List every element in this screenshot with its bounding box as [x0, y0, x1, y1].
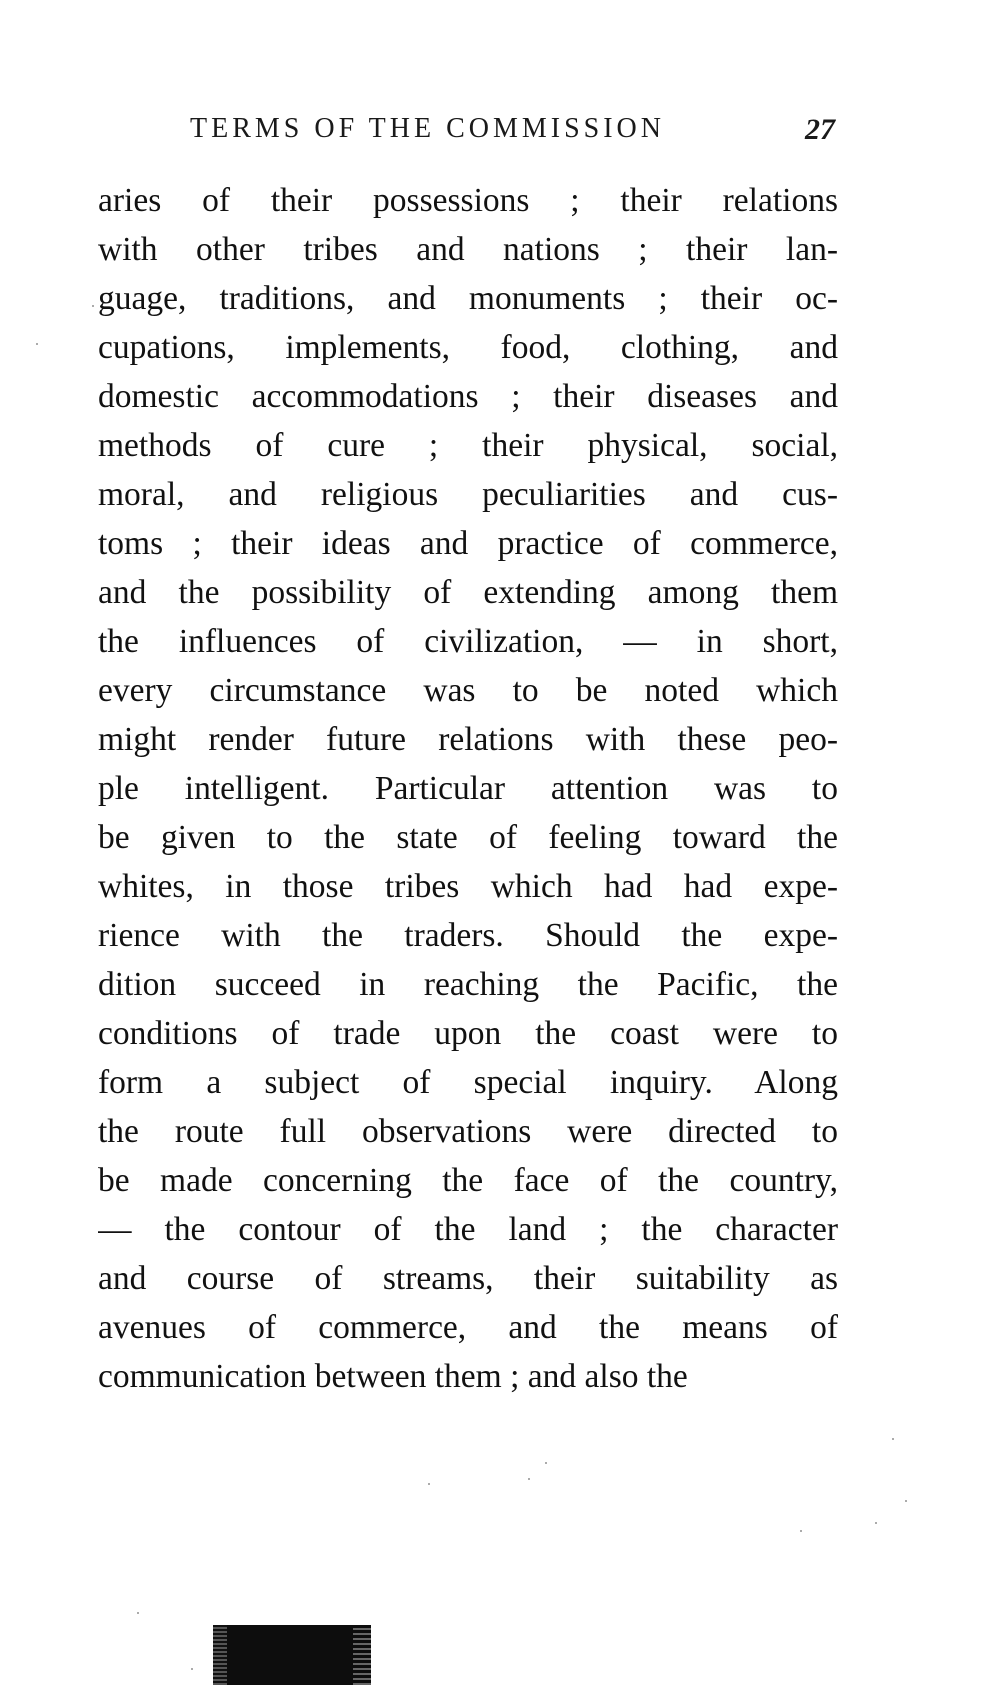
text-line: whites, in those tribes which had had expe- — [98, 868, 838, 905]
running-head: TERMS OF THE COMMISSION — [190, 113, 665, 144]
text-line: guage, traditions, and monuments ; their oc- — [98, 280, 838, 317]
text-line: cupations, implements, food, clothing, and — [98, 329, 838, 366]
text-line: with other tribes and nations ; their lan- — [98, 231, 838, 268]
text-line: aries of their possessions ; their relations — [98, 182, 838, 219]
scan-speck — [528, 1478, 530, 1480]
scan-shadow-block — [213, 1625, 371, 1685]
text-line: conditions of trade upon the coast were to — [98, 1015, 838, 1052]
text-line: the route full observations were directed to — [98, 1113, 838, 1150]
text-line: and course of streams, their suitability as — [98, 1260, 838, 1297]
text-line: moral, and religious peculiarities and cus- — [98, 476, 838, 513]
text-line: toms ; their ideas and practice of commerce, — [98, 525, 838, 562]
text-line: rience with the traders. Should the expe- — [98, 917, 838, 954]
scan-speck — [800, 1530, 802, 1532]
scan-speck — [428, 1483, 430, 1485]
text-line: ple intelligent. Particular attention was to — [98, 770, 838, 807]
scan-speck — [875, 1522, 877, 1524]
text-line: might render future relations with these peo- — [98, 721, 838, 758]
text-line: be made concerning the face of the country, — [98, 1162, 838, 1199]
body-text — [98, 176, 838, 1401]
scan-speck — [545, 1462, 547, 1464]
text-line: and the possibility of extending among them — [98, 574, 838, 611]
scan-speck — [92, 305, 94, 307]
text-line: form a subject of special inquiry. Along — [98, 1064, 838, 1101]
text-line: avenues of commerce, and the means of — [98, 1309, 838, 1346]
scan-speck — [137, 1612, 139, 1614]
scan-speck — [36, 343, 38, 345]
text-line: dition succeed in reaching the Pacific, the — [98, 966, 838, 1003]
page-number: 27 — [805, 113, 835, 146]
text-line: — the contour of the land ; the character — [98, 1211, 838, 1248]
text-line: the influences of civilization, — in short, — [98, 623, 838, 660]
text-line: domestic accommodations ; their diseases and — [98, 378, 838, 415]
text-line: methods of cure ; their physical, social, — [98, 427, 838, 464]
scan-speck — [191, 1668, 193, 1670]
text-line: every circumstance was to be noted which — [98, 672, 838, 709]
scan-speck — [905, 1500, 907, 1502]
text-line: communication between them ; and also the — [98, 1358, 688, 1395]
text-line: be given to the state of feeling toward the — [98, 819, 838, 856]
scan-speck — [892, 1438, 894, 1440]
